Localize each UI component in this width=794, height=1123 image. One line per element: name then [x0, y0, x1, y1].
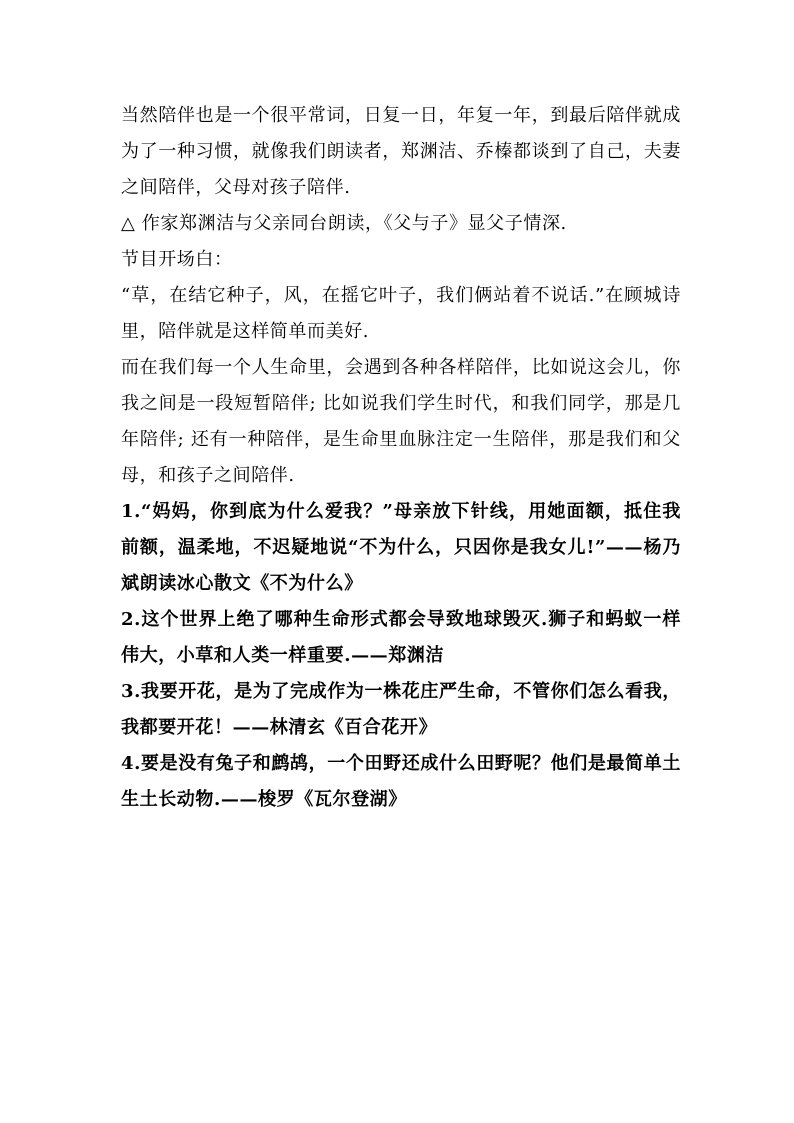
document-body — [121, 98, 681, 818]
quote-item-3: 3.我要开花，是为了完成作为一株花庄严生命，不管你们怎么看我，我都要开花！——林清玄《百合花开》 — [121, 681, 681, 738]
quote-item-1: 1.“妈妈，你到底为什么爱我？”母亲放下针线，用她面额，抵住我前额，温柔地，不迟疑地说“不为什么，只因你是我女儿!”——杨乃斌朗读冰心散文《不为什么》 — [121, 501, 681, 594]
quote-item-2: 2.这个世界上绝了哪种生命形式都会导致地球毁灭.狮子和蚂蚁一样伟大，小草和人类一样重要.——郑渊洁 — [121, 609, 681, 666]
paragraph-companionship-intro: 当然陪伴也是一个很平常词，日复一日，年复一年，到最后陪伴就成为了一种习惯，就像我们朗读者，郑渊洁、乔榛都谈到了自己，夫妻之间陪伴，父母对孩子陪伴. — [121, 105, 681, 198]
paragraph-opening-heading: 节目开场白： — [121, 249, 233, 270]
paragraph-gu-cheng-quote: “草，在结它种子，风，在摇它叶子，我们俩站着不说话.”在顾城诗里，陪伴就是这样简单而美好. — [121, 285, 681, 342]
paragraph-life-companionship: 而在我们每一个人生命里，会遇到各种各样陪伴，比如说这会儿，你我之间是一段短暂陪伴; 比如说我们学生时代，和我们同学，那是几年陪伴; 还有一种陪伴，是生命里血脉注定一生陪伴，那是我们和父母，和孩子之间陪伴. — [121, 357, 681, 486]
quote-item-4: 4.要是没有兔子和鹧鸪，一个田野还成什么田野呢？他们是最简单土生土长动物.——梭罗《瓦尔登湖》 — [121, 753, 681, 810]
paragraph-zheng-yuanjie-caption: △ 作家郑渊洁与父亲同台朗读，《父与子》显父子情深. — [121, 213, 567, 234]
